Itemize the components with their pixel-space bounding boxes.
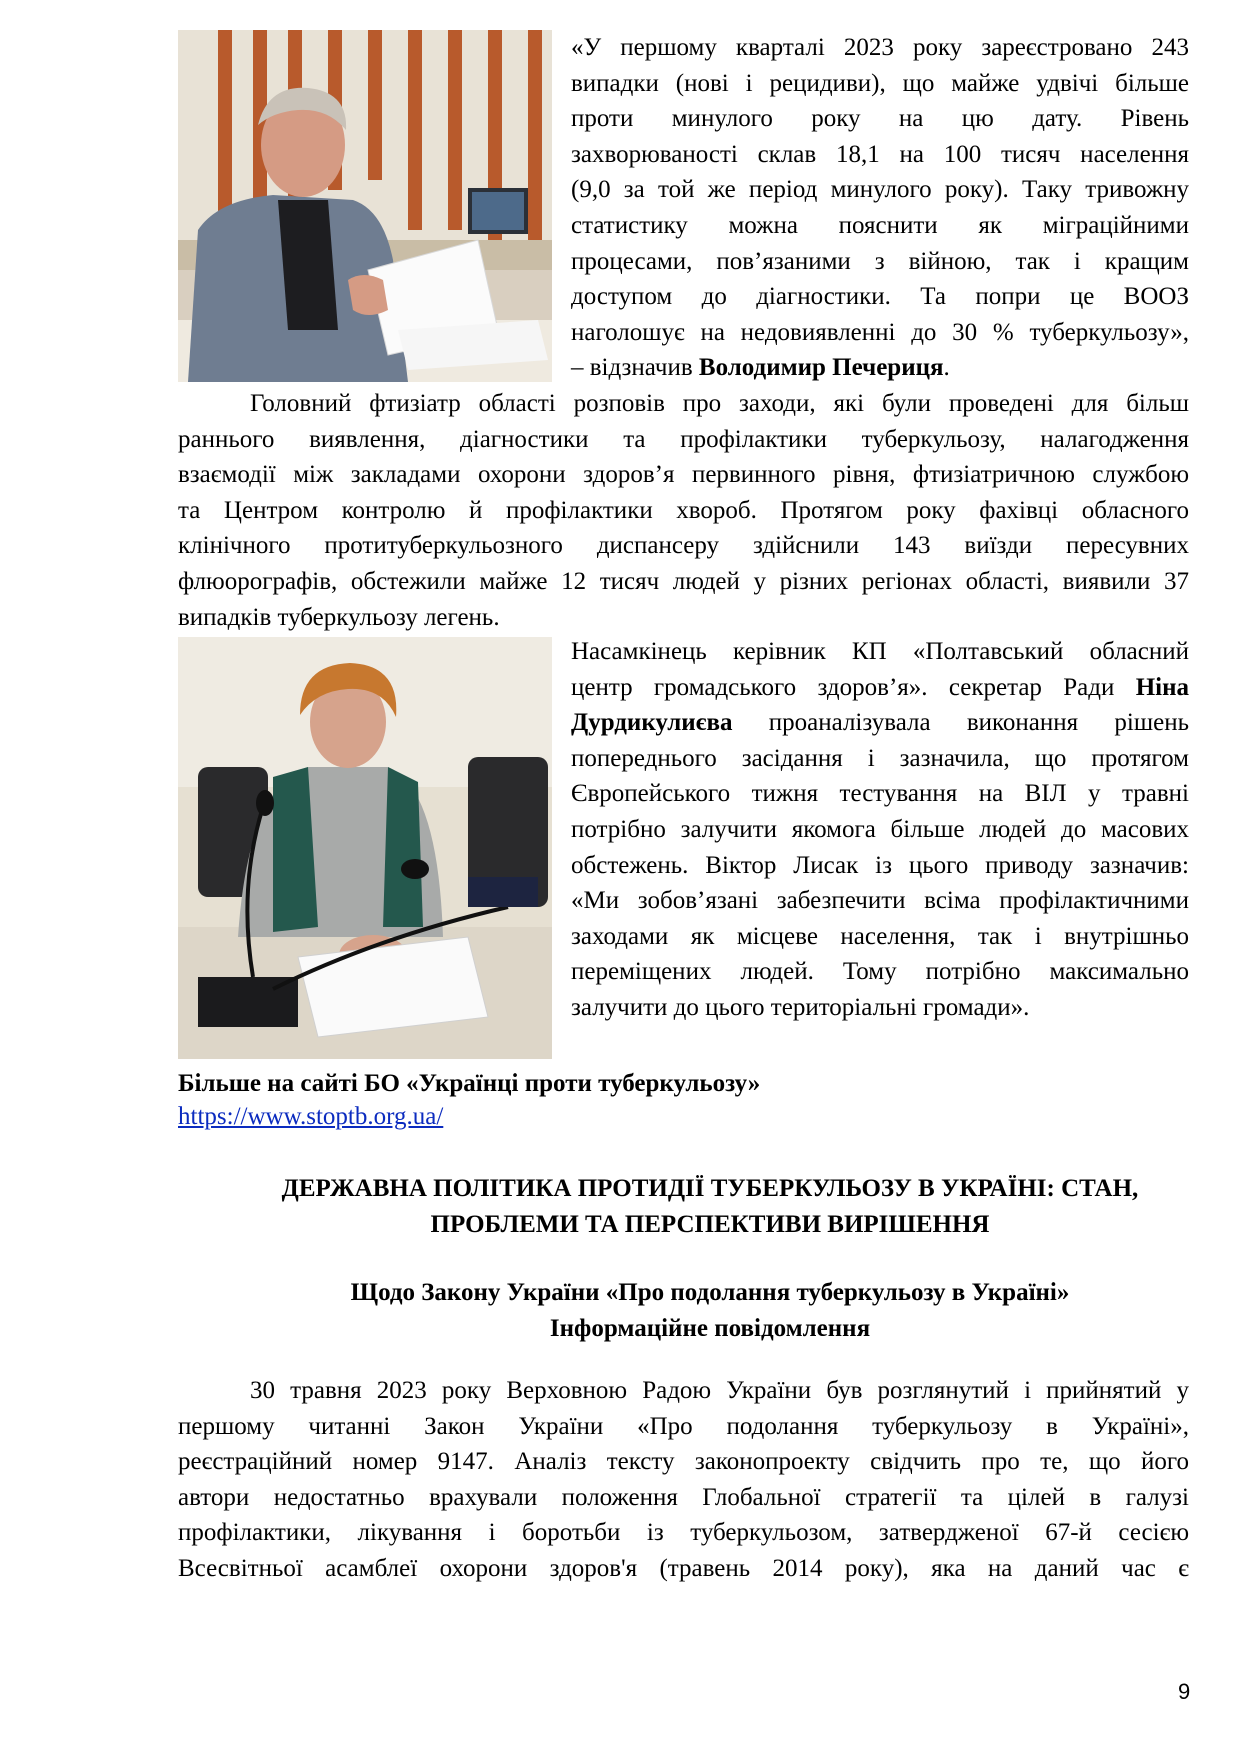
- text-line: автори недостатньо врахували положення Глобальної стратегії та цілей в галузі: [178, 1483, 1189, 1511]
- text-line: 30 травня 2023 року Верховною Радою України був розглянутий і прийнятий у: [250, 1377, 1189, 1404]
- text-line: профілактики, лікування і боротьби із туберкульозом, затвердженої 67-й сесією: [178, 1519, 1189, 1547]
- text-line: – відзначив Володимир Печериця.: [571, 354, 950, 382]
- text-line: Дурдикулиєва проаналізувала виконання рішень: [571, 709, 1189, 737]
- photo-speaker-man: [178, 30, 552, 382]
- text-line: доступом до діагностики. Та попри це ВООЗ: [571, 283, 1189, 311]
- text-line: потрібно залучити якомога більше людей до масових: [571, 815, 1189, 843]
- text-line: «У першому кварталі 2023 року зареєстровано 243: [571, 34, 1189, 61]
- more-info-caption: Більше на сайті БО «Українці проти туберкульозу»: [178, 1070, 761, 1097]
- text-line: Всесвітньої асамблеї охорони здоров'я (травень 2014 року), яка на даний час є: [178, 1554, 1189, 1582]
- quote-paragraph-1: [571, 30, 1189, 386]
- speaker-name: Володимир Печериця: [698, 354, 944, 382]
- text-line: залучити до цього територіальні громади».: [571, 993, 1030, 1021]
- text-line: проти минулого року на цю дату. Рівень: [571, 105, 1189, 133]
- text-line: (9,0 за той же період минулого року). Таку тривожну: [571, 176, 1189, 204]
- text-line: клінічного протитуберкульозного диспансеру здійснили 143 виїзди пересувних: [178, 532, 1189, 560]
- text-line: обстежень. Віктор Лисак із цього приводу зазначив:: [571, 851, 1189, 879]
- text-line: Головний фтизіатр області розповів про заходи, які були проведені для більш: [250, 390, 1189, 417]
- text-line: захворюваності склав 18,1 на 100 тисяч населення: [571, 140, 1189, 168]
- text-line: попереднього засідання і зазначила, що протягом: [571, 744, 1189, 772]
- paragraph-4: [178, 1373, 1189, 1587]
- website-link[interactable]: https://www.stoptb.org.ua/: [178, 1103, 444, 1130]
- text-line: заходами як місцеве населення, так і внутрішньо: [571, 922, 1189, 950]
- text-line: переміщених людей. Тому потрібно максимально: [571, 958, 1189, 986]
- text-line: наголошує на недовиявленні до 30 % туберкульозу»,: [571, 318, 1189, 346]
- text-line: та Центром контролю й профілактики хвороб. Протягом року фахівці обласного: [178, 496, 1189, 524]
- text-line: раннього виявлення, діагностики та профілактики туберкульозу, налагодження: [178, 425, 1189, 453]
- text-line: взаємодії між закладами охорони здоров’я первинного рівня, фтизіатричною службою: [178, 461, 1189, 489]
- text-line: центр громадського здоров’я». секретар Ради Ніна: [571, 673, 1189, 701]
- photo-speaker-woman: [178, 637, 552, 1059]
- text-line: випадків туберкульозу легень.: [178, 603, 500, 631]
- paragraph-2: [178, 386, 1189, 635]
- subheading: Щодо Закону України «Про подолання туберкульозу в Україні» Інформаційне повідомлення: [350, 1279, 1070, 1342]
- section-heading: ДЕРЖАВНА ПОЛІТИКА ПРОТИДІЇ ТУБЕРКУЛЬОЗУ В УКРАЇНІ: СТАН, ПРОБЛЕМИ ТА ПЕРСПЕКТИВИ ВИРІШЕННЯ: [281, 1175, 1139, 1238]
- paragraph-3: [571, 634, 1189, 1026]
- text-line: «Ми зобов’язані забезпечити всіма профілактичними: [571, 887, 1189, 915]
- text-line: першому читанні Закон України «Про подолання туберкульозу в Україні»,: [178, 1412, 1189, 1440]
- text-line: флюорографів, обстежили майже 12 тисяч людей у різних регіонах області, виявили 37: [178, 567, 1189, 595]
- text-line: реєстраційний номер 9147. Аналіз тексту законопроекту свідчить про те, що його: [178, 1448, 1189, 1476]
- text-line: Європейського тижня тестування на ВІЛ у травні: [571, 780, 1189, 808]
- text-line: Насамкінець керівник КП «Полтавський обласний: [571, 638, 1189, 665]
- text-line: випадки (нові і рецидиви), що майже удвічі більше: [571, 69, 1189, 97]
- text-line: процесами, пов’язаними з війною, так і кращим: [571, 247, 1189, 275]
- page-number: 9: [1178, 1679, 1191, 1704]
- text-line: статистику можна пояснити як міграційними: [571, 211, 1189, 239]
